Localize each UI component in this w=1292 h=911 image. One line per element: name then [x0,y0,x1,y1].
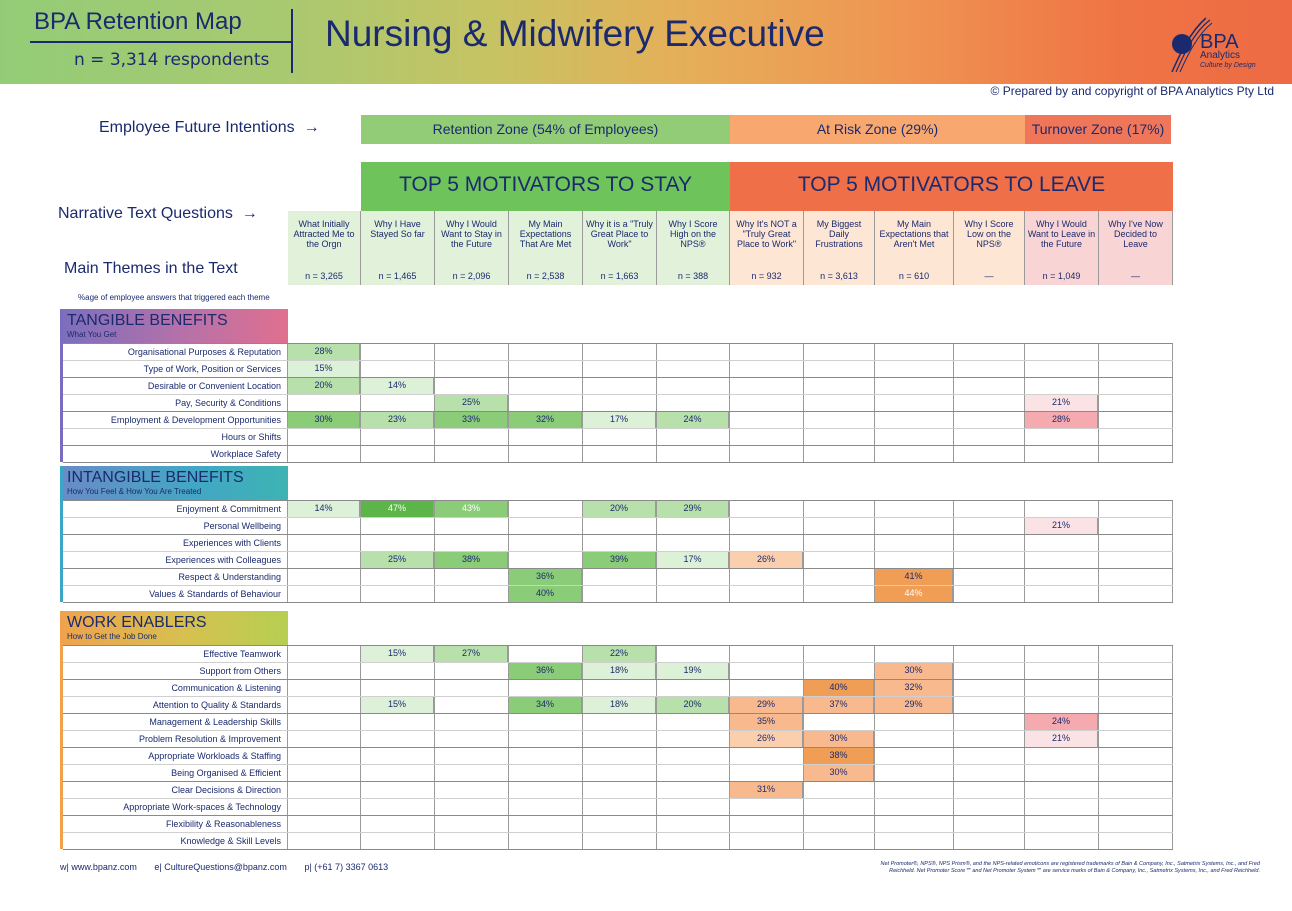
arrow-right-icon: → [241,205,258,222]
row-rule [63,849,1173,850]
section-title: TANGIBLE BENEFITS [67,312,228,329]
heatmap-cell: 37% [804,697,874,713]
heatmap-cell: 23% [361,412,434,428]
section-title: WORK ENABLERS [67,614,207,631]
heatmap-cell: 44% [875,586,953,602]
row-rule [63,602,1173,603]
heatmap-cell: 26% [730,552,803,568]
question-n: n = 610 [898,271,930,281]
retention-zone: Retention Zone (54% of Employees) [361,115,730,144]
section-header [60,611,288,645]
question-label: Why I Score Low on the NPS® [964,219,1014,249]
heatmap-cell: 15% [288,361,360,377]
theme-label: Values & Standards of Behaviour [149,589,281,599]
theme-label: Pay, Security & Conditions [175,398,281,408]
theme-label: Respect & Understanding [178,572,281,582]
percentage-note: %age of employee answers that triggered each theme [78,293,270,302]
heatmap-cell: 18% [583,663,656,679]
theme-label: Communication & Listening [171,683,281,693]
section-subtitle: How to Get the Job Done [67,632,157,641]
question-n: — [984,271,994,281]
question-header [288,211,361,285]
contact-footer [60,862,388,872]
question-label: Why it is a "Truly Great Place to Work" [586,219,653,249]
question-label: My Main Expectations That Are Met [519,219,572,249]
section-subtitle: What You Get [67,330,117,339]
heatmap-cell: 28% [288,344,360,360]
theme-label: Support from Others [199,666,281,676]
theme-label: Organisational Purposes & Reputation [127,347,281,357]
heatmap-cell: 36% [509,569,582,585]
page-title: Nursing & Midwifery Executive [325,13,825,54]
stay-heading: TOP 5 MOTIVATORS TO STAY [361,162,730,211]
theme-label: Experiences with Colleagues [165,555,281,565]
section-subtitle: How You Feel & How You Are Treated [67,487,202,496]
heatmap-cell: 25% [361,552,434,568]
heatmap-cell: 17% [583,412,656,428]
question-label: What Initially Attracted Me to the Orgn [293,219,355,249]
question-label: My Biggest Daily Frustrations [815,219,863,249]
theme-label: Flexibility & Reasonableness [165,819,281,829]
question-header [583,211,657,285]
question-label: Why I've Now Decided to Leave [1108,219,1163,249]
theme-label: Appropriate Workloads & Staffing [148,751,281,761]
arrow-right-icon: → [303,119,320,136]
heatmap-cell: 14% [288,501,360,517]
narrative-label: Narrative Text Questions → [58,205,258,222]
heatmap-cell: 47% [361,501,434,517]
question-header [361,211,435,285]
heatmap-cell: 30% [288,412,360,428]
heatmap-cell: 20% [288,378,360,394]
copyright-notice: © Prepared by and copyright of BPA Analytics Pty Ltd [990,84,1274,98]
at-risk-zone: At Risk Zone (29%) [730,115,1025,144]
theme-label: Knowledge & Skill Levels [180,836,281,846]
email-link[interactable]: e| CultureQuestions@bpanz.com [154,862,287,872]
question-n: n = 3,265 [305,271,343,281]
heatmap-cell: 20% [583,501,656,517]
section-header [60,466,288,500]
heatmap-cell: 40% [509,586,582,602]
heatmap-cell: 43% [435,501,508,517]
question-n: n = 1,663 [600,271,639,281]
logo-subtext: Analytics [1200,50,1241,61]
title-separator [291,9,293,73]
question-n: n = 1,049 [1042,271,1081,281]
turnover-zone: Turnover Zone (17%) [1025,115,1171,144]
heatmap-cell: 18% [583,697,656,713]
theme-label: Management & Leadership Skills [149,717,281,727]
question-header [1099,211,1173,285]
heatmap-cell: 24% [657,412,729,428]
question-n: n = 932 [751,271,782,281]
question-label: Why I Would Want to Leave in the Future [1027,219,1096,249]
theme-label: Attention to Quality & Standards [152,700,281,710]
question-n: n = 3,613 [820,271,858,281]
heatmap-cell: 35% [730,714,803,730]
heatmap-cell: 25% [435,395,508,411]
theme-label: Workplace Safety [210,449,281,459]
heatmap-cell: 15% [361,646,434,662]
theme-label: Employment & Development Opportunities [110,415,281,425]
question-header [804,211,875,285]
question-header [954,211,1025,285]
question-label: Why I Score High on the NPS® [668,219,718,249]
question-label: Why It's NOT a "Truly Great Place to Work" [736,219,797,249]
question-n: n = 388 [677,271,709,281]
heatmap-cell: 39% [583,552,656,568]
heatmap-cell: 17% [657,552,729,568]
heatmap-cell: 19% [657,663,729,679]
heatmap-cell: 21% [1025,395,1098,411]
theme-label: Experiences with Clients [182,538,281,548]
question-header [509,211,583,285]
heatmap-cell: 34% [509,697,582,713]
question-header [730,211,804,285]
question-n: n = 2,538 [526,271,565,281]
heatmap-cell: 32% [875,680,953,696]
question-label: My Main Expectations that Aren't Met [879,219,949,249]
heatmap-cell: 29% [875,697,953,713]
heatmap-cell: 21% [1025,518,1098,534]
question-label: Why I Have Stayed So far [370,219,425,239]
question-header [657,211,730,285]
heatmap-cell: 26% [730,731,803,747]
heatmap-cell: 38% [804,748,874,764]
heatmap-cell: 14% [361,378,434,394]
heatmap-cell: 30% [804,765,874,781]
theme-label: Type of Work, Position or Services [143,364,281,374]
leave-heading: TOP 5 MOTIVATORS TO LEAVE [730,162,1173,211]
heatmap-cell: 27% [435,646,508,662]
respondent-count: n = 3,314 respondents [74,50,270,70]
question-n: n = 2,096 [452,271,491,281]
heatmap-cell: 24% [1025,714,1098,730]
theme-label: Desirable or Convenient Location [147,381,281,391]
heatmap-cell: 38% [435,552,508,568]
intentions-label: Employee Future Intentions → [99,119,320,136]
theme-label: Personal Wellbeing [203,521,281,531]
heatmap-cell: 36% [509,663,582,679]
question-n: — [1131,271,1140,281]
heatmap-cell: 15% [361,697,434,713]
heatmap-cell: 32% [509,412,582,428]
theme-label: Enjoyment & Commitment [176,504,281,514]
heatmap-cell: 30% [875,663,953,679]
theme-label: Effective Teamwork [203,649,281,659]
heatmap-cell: 21% [1025,731,1098,747]
trademark-notice: Net Promoter®, NPS®, NPS Prism®, and the NPS-related emoticons are registered trademarks of Bain & Company, Inc., Satmetrix Systems, Inc., and Fred Reichheld. Net Promoter Score℠ and Net Promoter System℠ are service marks of Bain & Company, Inc., Satmetrix Systems, Inc., and Fred Reichheld. [880,861,1260,874]
heatmap-cell: 30% [804,731,874,747]
row-rule [63,462,1173,463]
question-header [875,211,954,285]
themes-label: Main Themes in the Text [64,260,238,277]
phone-number: p| (+61 7) 3367 0613 [304,862,389,872]
section-header [60,309,288,343]
question-header [1025,211,1099,285]
theme-label: Appropriate Work-spaces & Technology [123,802,281,812]
theme-label: Problem Resolution & Improvement [138,734,281,744]
heatmap-cell: 29% [730,697,803,713]
heatmap-cell: 41% [875,569,953,585]
theme-label: Clear Decisions & Direction [171,785,281,795]
heatmap-cell: 22% [583,646,656,662]
theme-label: Hours or Shifts [221,432,281,442]
theme-label: Being Organised & Efficient [171,768,281,778]
heatmap-cell: 29% [657,501,729,517]
logo-tagline: Culture by Design [1200,62,1256,69]
heatmap-cell: 20% [657,697,729,713]
website-link[interactable]: w| www.bpanz.com [60,862,137,872]
question-header [435,211,509,285]
report-title: BPA Retention Map [34,8,242,35]
heatmap-cell: 33% [435,412,508,428]
heatmap-cell: 28% [1025,412,1098,428]
section-title: INTANGIBLE BENEFITS [67,469,244,486]
question-n: n = 1,465 [378,271,417,281]
heatmap-cell: 31% [730,782,803,798]
logo-text: BPA [1200,31,1239,53]
heatmap-cell: 40% [804,680,874,696]
question-label: Why I Would Want to Stay in the Future [441,219,502,249]
title-divider [30,41,292,43]
